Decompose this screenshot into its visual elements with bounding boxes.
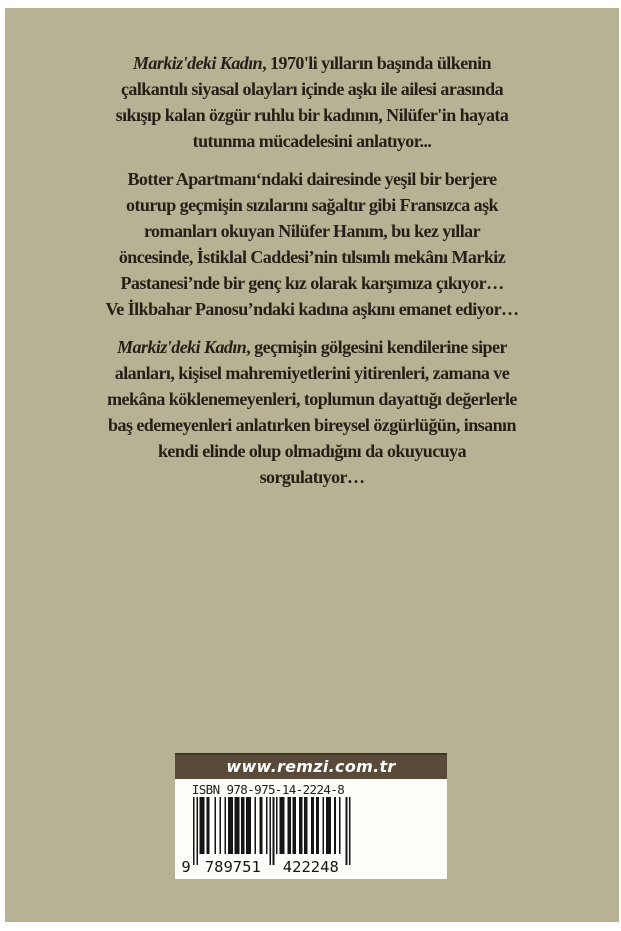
barcode-block <box>175 753 447 879</box>
text-run: sıkışıp kalan özgür ruhlu bir kadının, Nilüfer'in hayata <box>115 105 509 125</box>
text-run: Ve İlkbahar Panosu’ndaki kadına aşkını emanet ediyor… <box>105 299 519 319</box>
book-back-cover <box>5 8 619 922</box>
ean13-barcode <box>180 797 351 875</box>
synopsis-paragraph <box>5 166 619 322</box>
isbn-label: ISBN 978-975-14-2224-8 <box>191 782 345 797</box>
text-line <box>5 438 619 464</box>
text-line <box>5 76 619 102</box>
text-line <box>5 192 619 218</box>
text-run: , 1970'li yılların başında ülkenin <box>262 53 492 73</box>
text-run: mekâna köklenemeyenleri, toplumun dayattığı değerlerle <box>107 389 517 409</box>
publisher-website: www.remzi.com.tr <box>226 757 396 776</box>
barcode-digits: 9 <box>181 858 191 875</box>
text-run: baş edemeyenleri anlatırken bireysel özgürlüğün, insanın <box>108 415 516 435</box>
text-line <box>5 128 619 154</box>
text-line <box>5 296 619 322</box>
synopsis <box>5 50 619 490</box>
text-run: Pastanesi’nde bir genç kız olarak karşımıza çıkıyor… <box>120 273 504 293</box>
text-run: , geçmişin gölgesini kendilerine siper <box>246 337 507 357</box>
text-line <box>5 102 619 128</box>
text-run: öncesinde, İstiklal Caddesi’nin tılsımlı mekânı Markiz <box>118 247 506 267</box>
synopsis-paragraph <box>5 334 619 490</box>
synopsis-paragraph <box>5 50 619 154</box>
text-line <box>5 334 619 360</box>
book-title-italic: Markiz'deki Kadın <box>132 53 263 73</box>
text-run: kendi elinde olup olmadığını da okuyucuya <box>157 441 467 461</box>
barcode-digits: 789751 <box>204 858 261 875</box>
text-line <box>5 386 619 412</box>
text-line <box>5 218 619 244</box>
text-line <box>5 360 619 386</box>
text-line <box>5 464 619 490</box>
barcode-panel <box>175 779 447 879</box>
text-run: alanları, kişisel mahremiyetlerini yitirenleri, zamana ve <box>114 363 510 383</box>
text-line <box>5 166 619 192</box>
text-line <box>5 50 619 76</box>
text-run: Botter Apartmanı‘ndaki dairesinde yeşil bir berjere <box>127 169 497 189</box>
text-run: romanları okuyan Nilüfer Hanım, bu kez yıllar <box>143 221 481 241</box>
barcode-digits: 422248 <box>282 858 339 875</box>
text-run: oturup geçmişin sızılarını sağaltır gibi Fransızca aşk <box>126 195 498 215</box>
text-run: çalkantılı siyasal olayları içinde aşkı ile ailesi arasında <box>120 79 504 99</box>
text-line <box>5 270 619 296</box>
text-run: tutunma mücadelesini anlatıyor... <box>192 131 432 151</box>
book-title-italic: Markiz'deki Kadın <box>117 337 247 357</box>
text-run: sorgulatıyor… <box>259 467 365 487</box>
text-line <box>5 412 619 438</box>
publisher-website-bar <box>175 753 447 779</box>
text-line <box>5 244 619 270</box>
